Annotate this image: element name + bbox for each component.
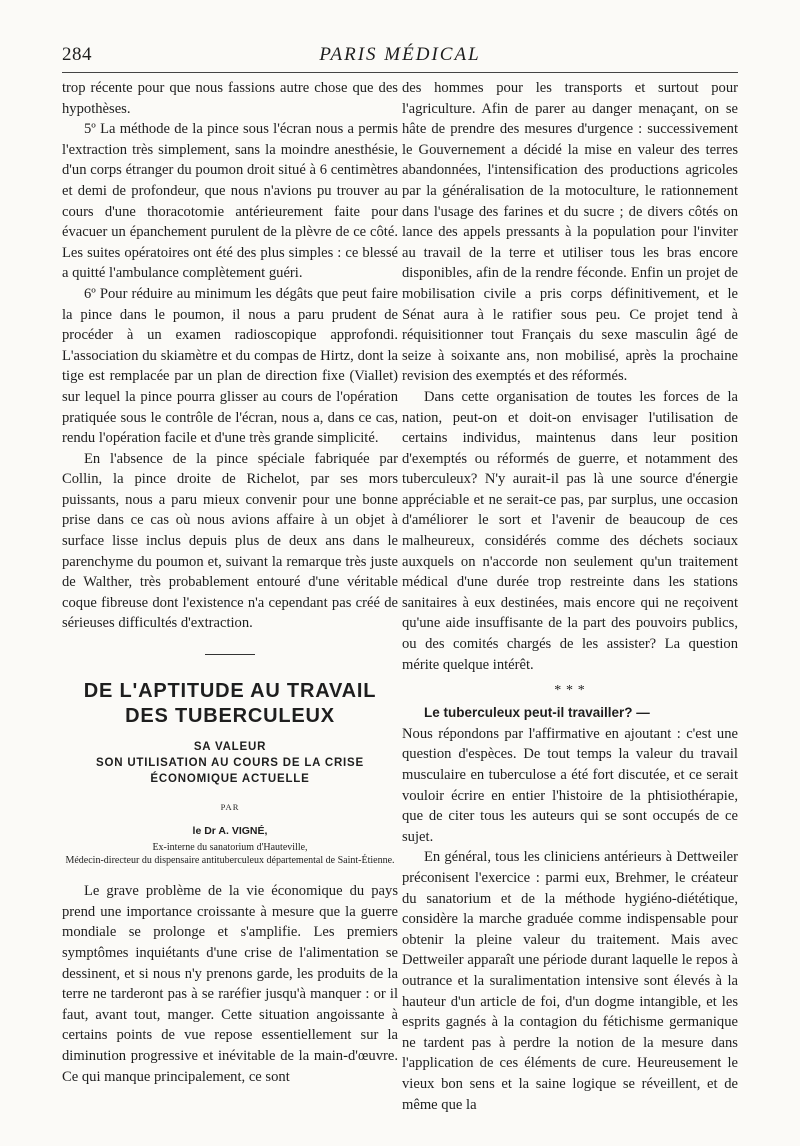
author-affiliation (62, 841, 398, 867)
byline-par: PAR (220, 802, 240, 813)
paragraph: trop récente pour que nous fassions autre chose que des hypothèses. (62, 80, 398, 117)
paragraph (402, 703, 738, 724)
article-subtitle-2: SON UTILISATION AU COURS DE LA CRISE ÉCONOMIQUE ACTUELLE (96, 757, 364, 786)
asterism: * * * (554, 683, 586, 699)
paragraph: des hommes pour les transports et surtout pour l'agriculture. Afin de parer au danger menaçant, on se hâte de prendre des mesures d'urgence : successivement le Gouvernement a décidé la mise en valeur des terres abandonnées, l'intensification des productions agricoles par la généralisation de la motoculture, le rationnement dans l'usage des farines et du sucre ; de divers côtés on lance des appels pressants à la population pour l'inviter au travail de la terre et utiliser tous les bras encore disponibles, afin de la rendre féconde. Enfin un projet de mobilisation civile a pris corps définitivement, et le Sénat aura à le ratifier sous peu. Ce projet tend à réquisitionner tout Français du sexe masculin âgé de seize à soixante ans, non mobilisé, après la prochaine revision des exemptés et des réformés. (402, 80, 738, 385)
paragraph: Dans cette organisation de toutes les forces de la nation, peut-on et doit-on envisager l'utilisation de certains individus, maintenus dans leur position d'exemptés ou réformés de guerre, et notamment des tuberculeux? N'y aurait-il pas là une source d'énergie appréciable et ne serait-ce pas, par surplus, une occasion d'améliorer le sort et l'avenir de beaucoup de ces malheureux, considérés comme des déchets sociaux auxquels on n'accorde non seulement qu'un traitement médical d'une durée trop restreinte dans les stations sanitaires à eux destinées, mais encore qui ne reçoivent qu'une aide insuffisante de la part des pouvoirs publics, ou des comités chargés de les assister? La question mérite quelque intérêt. (402, 388, 738, 673)
affiliation-line: Médecin-directeur du dispensaire antituberculeux départemental de Saint-Étienne. (65, 855, 395, 867)
left-column (62, 78, 398, 1087)
section-divider (205, 654, 255, 655)
page-number: 284 (62, 44, 92, 65)
affiliation-line: Ex-interne du sanatorium d'Hauteville, (152, 842, 308, 854)
paragraph: Nous répondons par l'affirmative en ajoutant : c'est une question d'espèces. De tout temps la valeur du travail musculaire en tuberculose a été fort discutée, et ce serait vouloir écrire en entier l'histoire de la phtisiothérapie, que de citer tous les auteurs qui se sont occupés de ce sujet. (402, 725, 738, 845)
article-title: DE L'APTITUDE AU TRAVAIL DES TUBERCULEUX (83, 680, 377, 728)
article-subtitle: SA VALEUR (193, 741, 267, 754)
paragraph: 5º La méthode de la pince sous l'écran nous a permis l'extraction très simplement, sans la moindre anesthésie, d'un corps étranger du poumon droit situé à 6 centimètres et demi de profondeur, que nous n'avions pu trouver au cours d'une thoracotomie antérieurement faite pour évacuer un épanchement purulent de la plèvre de ce côté. Les suites opératoires ont été des plus simples : ce blessé a quitté l'ambulance complètement guéri. (62, 121, 398, 282)
paragraph: Le grave problème de la vie économique du pays prend une importance croissante à mesure que la guerre mondiale se prolonge et s'amplifie. Les premiers symptômes inquiétants d'une crise de l'alimentation se dessinent, et si nous n'y prenons garde, les produits de la terre ne tarderont pas à se raréfier jusqu'à manquer : or il faut, avant tout, manger. Cette situation angoissante à certains points de vue repose essentiellement sur la diminution progressive et inévitable de la main-d'œuvre. Ce qui manque principalement, ce sont (62, 883, 398, 1085)
paragraph: En général, tous les cliniciens antérieurs à Dettweiler préconisent l'exercice : parmi eux, Brehmer, le créateur du sanatorium et de la méthode hygiéno-diététique, considère la marche graduée comme indispensable pour obtenir la pleine valeur du traitement. Mais avec Dettweiler apparaît une période durant laquelle le repos à outrance et la suralimentation intensive sont élevés à la hauteur d'un article de foi, d'un dogme intangible, et les esprits gagnés à la contagion du fétichisme germanique ne tardent pas à perdre la notion de la mesure dans l'application de ces éléments de cure. Heureusement le vieux bon sens et la saine logique se réveillent, et de même que la (402, 849, 738, 1113)
header-rule (62, 72, 738, 73)
paragraph: 6º Pour réduire au minimum les dégâts que peut faire la pince dans le poumon, il nous a paru prudent de procéder à un examen radioscopique approfondi. L'association du skiamètre et du compas de Hirtz, dont la tige est remplacée par un plan de direction fixe (Viallet) sur lequel la pince pourra glisser au cours de l'opération pratiquée sous le contrôle de l'écran, nous a, dans ce cas, rendu l'opération facile et d'une très grande simplicité. (62, 285, 398, 447)
page-header (62, 44, 738, 72)
right-column (402, 78, 738, 1115)
author-name: le Dr A. VIGNÉ, (192, 824, 268, 837)
paragraph: En l'absence de la pince spéciale fabriquée par Collin, la pince droite de Richelot, par ses mors puissants, nous a paru mieux convenir pour une bonne prise dans ce cas où nous avions affaire à un objet à surface lisse inclus depuis plus de deux ans dans le parenchyme du poumon et, suivant la remarque très juste de Walther, très probablement entouré d'une véritable coque fibreuse dont l'existence n'a cependant pas créé de sérieuses difficultés d'extraction. (62, 450, 398, 632)
running-title: PARIS MÉDICAL (319, 44, 481, 65)
runin-heading: Le tuberculeux peut-il travailler? — (424, 705, 650, 721)
